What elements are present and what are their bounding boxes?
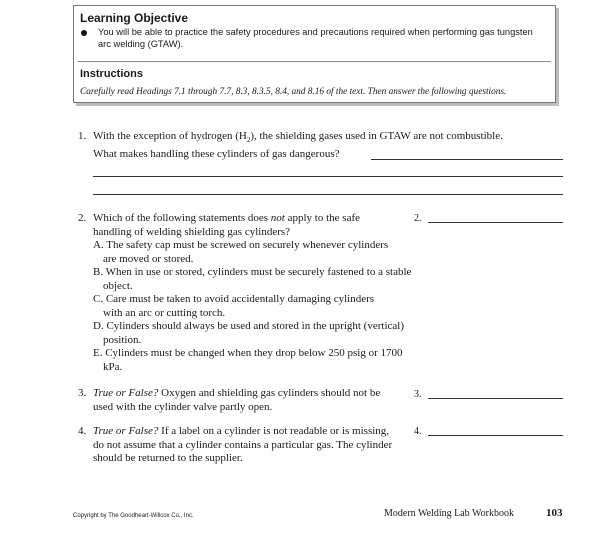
- answer-number-2: 2.: [414, 213, 422, 224]
- question-2-text-a: Which of the following statements does: [93, 212, 271, 224]
- question-1-text-b: ), the shielding gases used in GTAW are not combustible.: [250, 130, 503, 142]
- instructions-heading: Instructions: [80, 68, 143, 80]
- question-3-lead: True or False?: [93, 387, 159, 399]
- answer-line-4[interactable]: [428, 435, 563, 436]
- question-4-body: If a label on a cylinder is not readable or is missing, do not assume that a cylinder contains a particular gas. The cylinder should be returned to the supplier.: [93, 425, 393, 464]
- question-1-text-a: With the exception of hydrogen (H: [93, 130, 247, 142]
- answer-line-3[interactable]: [428, 398, 563, 399]
- answer-line-1c[interactable]: [93, 194, 563, 195]
- copyright-text: Copyright by The Goodheart-Willcox Co., Inc.: [73, 513, 194, 519]
- question-4-text: [93, 425, 393, 466]
- question-4-number: 4.: [78, 425, 87, 437]
- divider: [78, 61, 551, 62]
- answer-number-3: 3.: [414, 389, 422, 400]
- objective-box: [73, 5, 556, 103]
- answer-number-4: 4.: [414, 426, 422, 437]
- answer-line-2[interactable]: [428, 222, 563, 223]
- question-1-subscript: 2: [246, 136, 251, 145]
- book-title: Modern Welding Lab Workbook: [384, 508, 514, 519]
- option-a: A. The safety cap must be screwed on securely whenever cylinders are moved or stored.: [93, 239, 389, 265]
- question-3-text: [93, 387, 393, 414]
- objective-heading: Learning Objective: [80, 11, 189, 25]
- option-b: B. When in use or stored, cylinders must be securely fastened to a stable object.: [93, 266, 412, 292]
- question-3-number: 3.: [78, 387, 87, 399]
- question-1-line-2: What makes handling these cylinders of gas dangerous?: [93, 148, 340, 160]
- option-e: E. Cylinders must be changed when they drop below 250 psig or 1700 kPa.: [93, 347, 403, 373]
- question-4-lead: True or False?: [93, 425, 159, 437]
- question-2-number: 2.: [78, 212, 87, 224]
- instructions-text: Carefully read Headings 7.1 through 7.7, 8.3, 8.3.5, 8.4, and 8.16 of the text. Then answer the following questions.: [80, 87, 507, 97]
- question-2-emphasis: not: [270, 212, 285, 224]
- answer-line-1b[interactable]: [93, 176, 563, 177]
- question-1-line-1: [93, 130, 563, 148]
- bullet-icon: [81, 30, 87, 36]
- option-d: D. Cylinders should always be used and stored in the upright (vertical) position.: [93, 320, 404, 346]
- page-number: 103: [546, 507, 563, 519]
- answer-line-1a[interactable]: [371, 159, 563, 160]
- question-3-body: Oxygen and shielding gas cylinders should not be used with the cylinder valve partly open.: [93, 387, 381, 413]
- question-1-number: 1.: [78, 130, 87, 142]
- objective-text: You will be able to practice the safety procedures and precautions required when performing gas tungsten arc welding (GTAW).: [98, 27, 533, 49]
- option-c: C. Care must be taken to avoid accidentally damaging cylinders with an arc or cutting torch.: [93, 293, 375, 319]
- question-2-text: [93, 212, 395, 239]
- question-2-text-b: apply to the safe handling of welding shielding gas cylinders?: [93, 212, 361, 238]
